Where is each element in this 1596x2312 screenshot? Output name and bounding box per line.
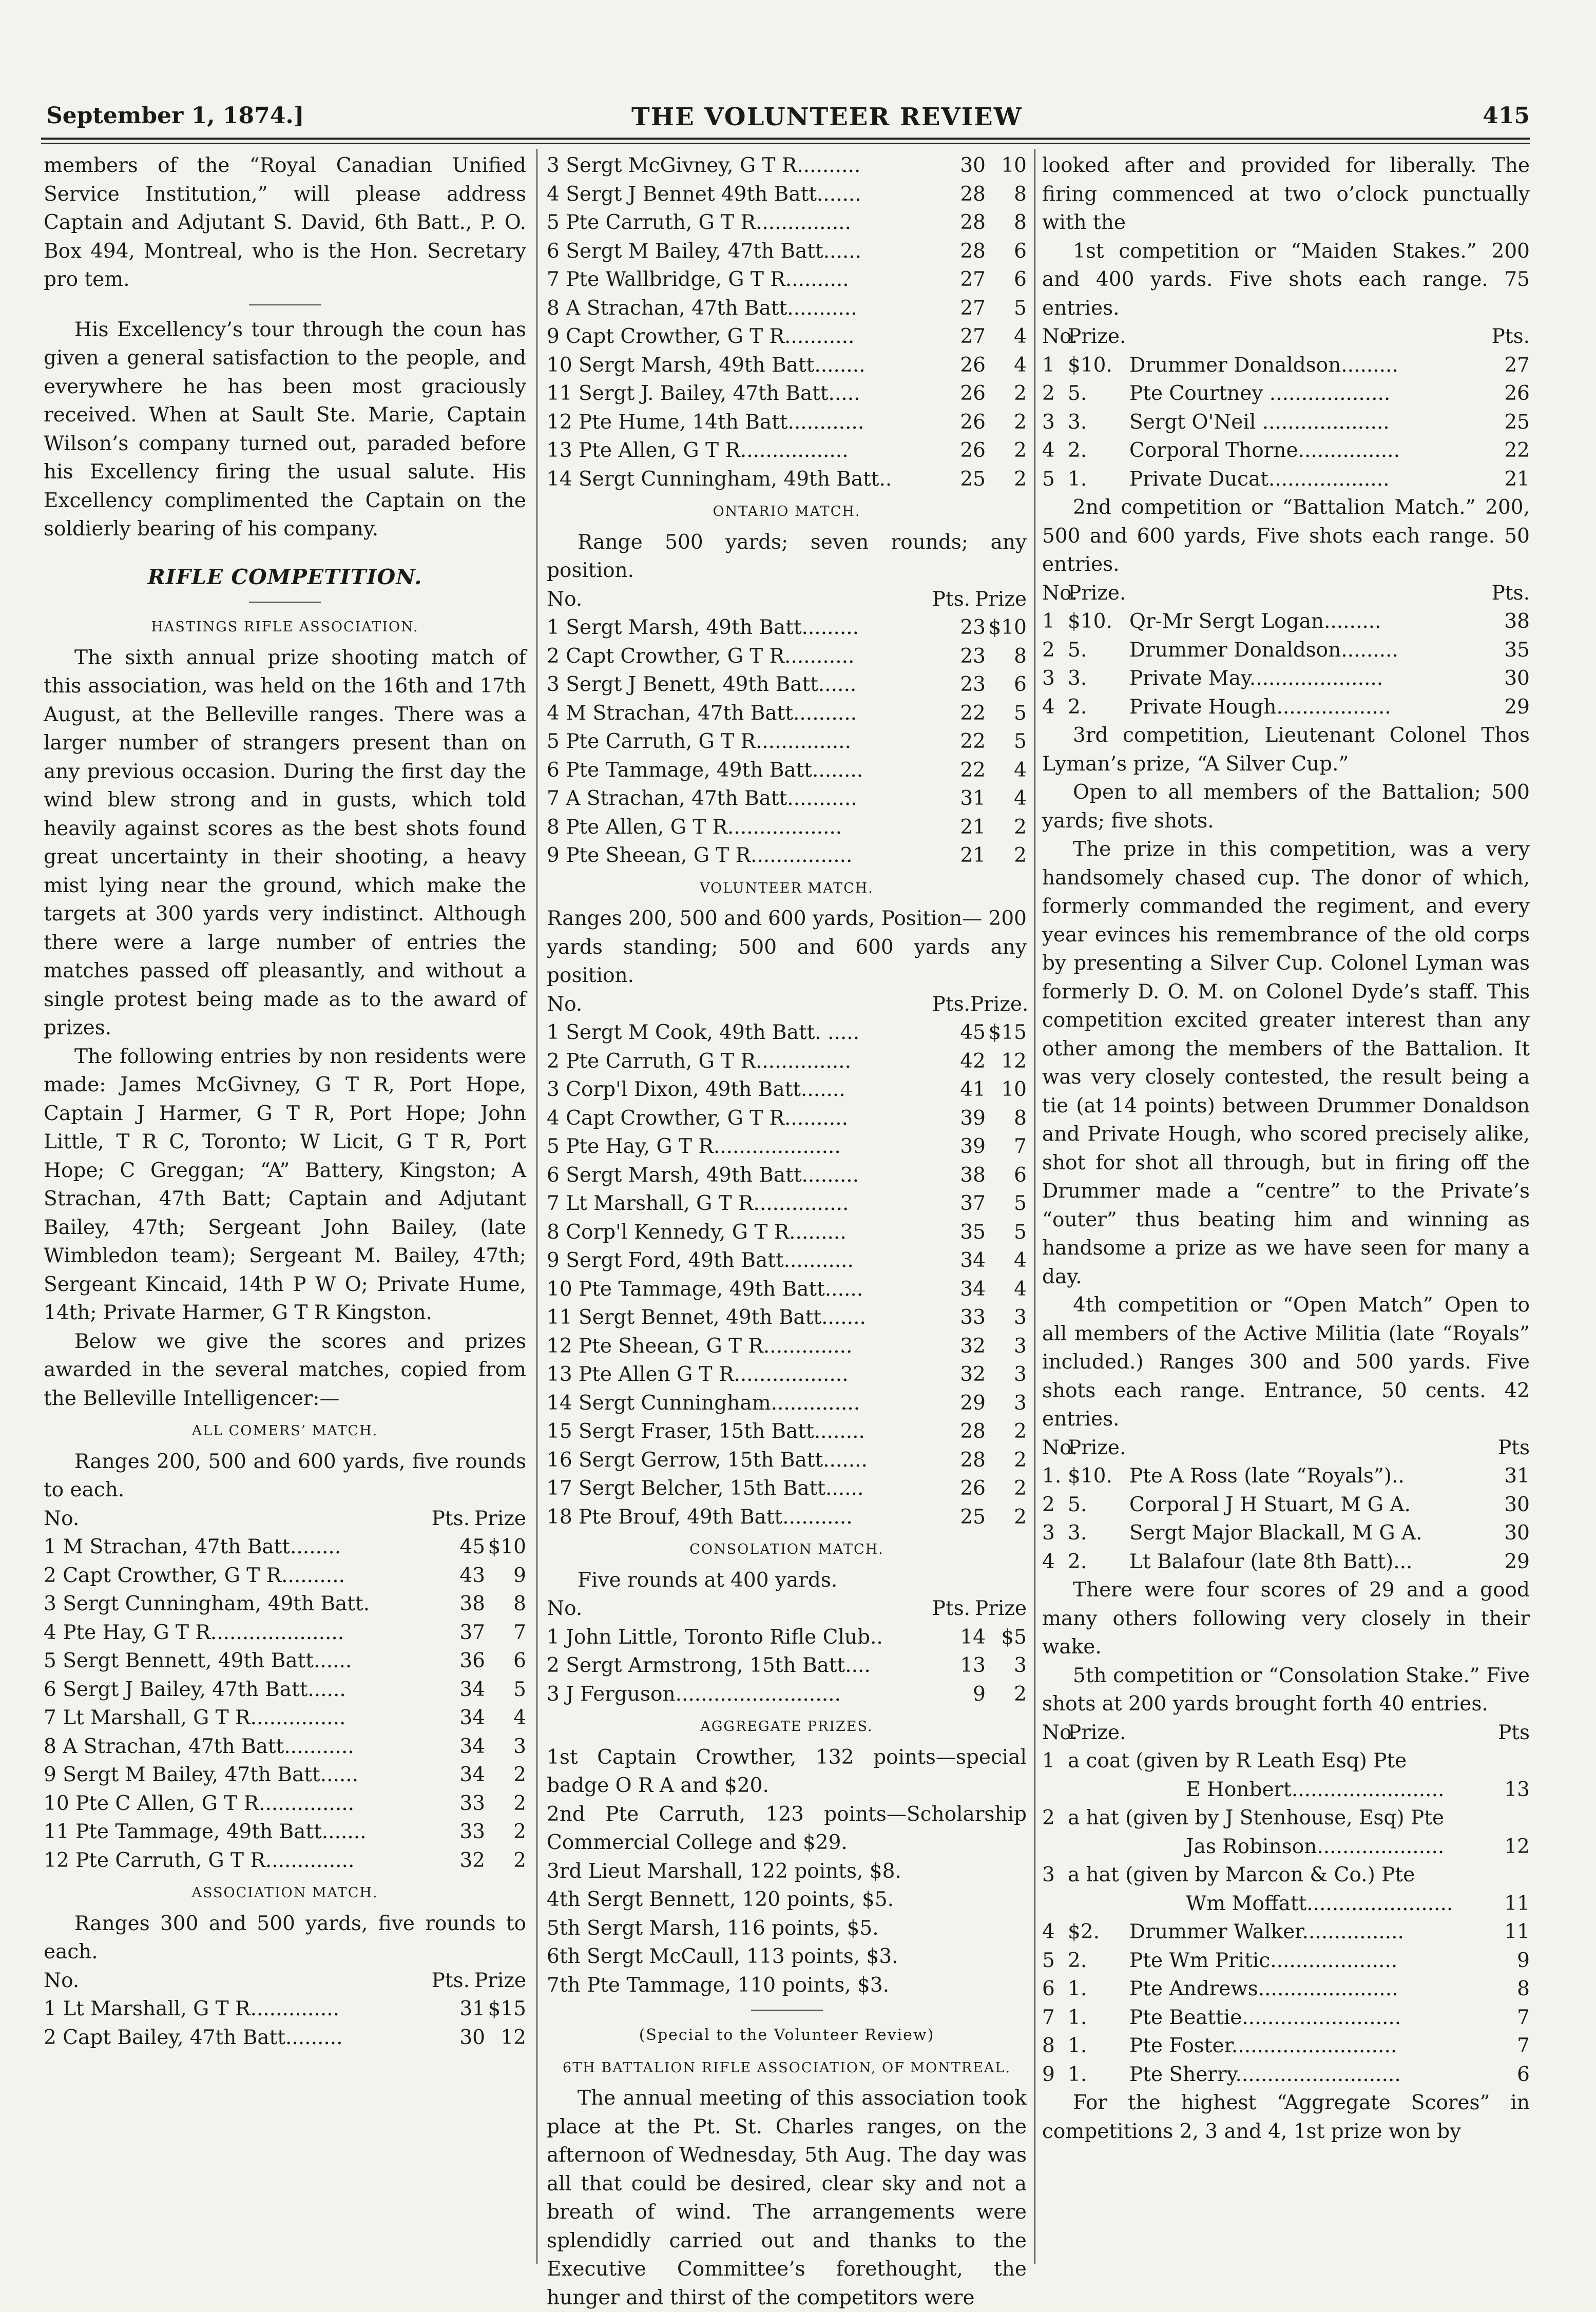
table-row: 5 Sergt Bennett, 49th Batt...... 36 6 <box>44 1649 526 1672</box>
table-row: 2 Pte Carruth, G T R............... 42 12 <box>547 1049 1027 1073</box>
table-row: 9 1. Pte Sherry.......................... 6 <box>1042 2063 1530 2086</box>
score-table <box>44 1533 526 1875</box>
separator <box>249 602 321 603</box>
article-paragraph: The prize in this competition, was a very handsomely chased cup. The donor of which, formerly commanded the regiment, and every year evinces his remembrance of the old corps by presenting a Silver Cup. Colonel Lyman was formerly D. O. M. on Colonel Dyde’s staff. This competition excited greater interest than any other among the members of the Battalion. It was very closely contested, the result being a tie (at 14 points) between Drummer Donaldson and Private Hough, who scored precisely alike, shot for shot all through, but in firing off the Drummer made a “centre” to the Private’s “outer” thus beating him and winning as handsome a prize as we have seen for many a day. <box>1042 838 1530 1288</box>
page-header <box>41 103 1530 139</box>
table-row: 10 Pte C Allen, G T R............... 33 2 <box>44 1791 526 1815</box>
separator <box>751 2010 823 2011</box>
aggregate-item: 5th Sergt Marsh, 116 points, $5. <box>547 1916 879 1940</box>
match-description: Ranges 200, 500 and 600 yards, five rounds to each. <box>44 1450 526 1501</box>
table-row: E Honbert........................ 13 <box>1186 1778 1530 1801</box>
table-row: 1 John Little, Toronto Rifle Club.. 14 $5 <box>547 1625 1027 1649</box>
column-divider <box>1034 149 1035 2264</box>
table-row: 4 2. Lt Balafour (late 8th Batt)... 29 <box>1042 1550 1530 1573</box>
table-row: 7 Lt Marshall, G T R............... 37 5 <box>547 1192 1027 1215</box>
article-paragraph: For the highest “Aggregate Scores” in competitions 2, 3 and 4, 1st prize won by <box>1042 2091 1530 2143</box>
special-note: (Special to the Volunteer Review) <box>639 2026 935 2044</box>
table-row: 12 Pte Hume, 14th Batt............ 26 2 <box>547 410 1027 434</box>
score-table <box>547 151 1027 493</box>
column-3 <box>1042 151 1530 2261</box>
competition-open: Open to all members of the Battalion; 500 yards; five shots. <box>1042 781 1530 833</box>
match-description: Range 500 yards; seven rounds; any position. <box>547 530 1027 582</box>
table-row: 12 Pte Sheean, G T R.............. 32 3 <box>547 1334 1027 1358</box>
table-row: 1 a coat (given by R Leath Esq) Pte <box>1042 1749 1407 1772</box>
table-row: 18 Pte Brouf, 49th Batt........... 25 2 <box>547 1505 1027 1529</box>
aggregate-item: 1st Captain Crowther, 132 points—special badge O R A and $20. <box>547 1745 1027 1797</box>
match-title: ASSOCIATION MATCH. <box>191 1885 378 1901</box>
table-row: 6 1. Pte Andrews...................... 8 <box>1042 1977 1530 2000</box>
table-row: 4 $2. Drummer Walker................ 11 <box>1042 1920 1530 1943</box>
table-header: No. Pts. Prize. <box>547 992 1029 1016</box>
header-date: September 1, 1874.] <box>46 103 304 129</box>
aggregate-item: 4th Sergt Bennett, 120 points, $5. <box>547 1888 894 1911</box>
competition-description: 4th competition or “Open Match” Open to all members of the Active Militia (late “Royals” included.) Ranges 300 and 500 yards. Five shots each range. Entrance, 50 cents. 42 entries. <box>1042 1294 1530 1431</box>
match-description: Five rounds at 400 yards. <box>578 1568 838 1592</box>
table-row: 16 Sergt Gerrow, 15th Batt....... 28 2 <box>547 1448 1027 1472</box>
article-paragraph: There were four scores of 29 and a good many others following very closely in their wake. <box>1042 1578 1530 1659</box>
match-description: Ranges 200, 500 and 600 yards, Position— 200 yards standing; 500 and 600 yards any position. <box>547 907 1027 987</box>
table-row: 11 Pte Tammage, 49th Batt....... 33 2 <box>44 1820 526 1843</box>
table-row: 1 $10. Qr-Mr Sergt Logan......... 38 <box>1042 610 1530 633</box>
match-title: VOLUNTEER MATCH. <box>700 880 874 896</box>
table-row: 5 Pte Carruth, G T R............... 22 5 <box>547 730 1027 753</box>
table-row: 3 Sergt McGivney, G T R.......... 30 10 <box>547 154 1027 177</box>
table-row: 11 Sergt Bennet, 49th Batt....... 33 3 <box>547 1306 1027 1329</box>
table-row: 7 1. Pte Beattie......................... 7 <box>1042 2006 1530 2029</box>
table-row: 1 M Strachan, 47th Batt........ 45 $10 <box>44 1535 526 1558</box>
association-heading: HASTINGS RIFLE ASSOCIATION. <box>151 619 419 635</box>
table-header: No. Prize. Pts <box>1042 1721 1530 1744</box>
header-rule <box>41 138 1530 140</box>
aggregate-item: 3rd Lieut Marshall, 122 points, $8. <box>547 1859 901 1883</box>
table-row: 13 Pte Allen G T R.................. 32 3 <box>547 1363 1027 1386</box>
table-row: 3 3. Sergt Major Blackall, M G A. 30 <box>1042 1521 1530 1545</box>
article-paragraph: The sixth annual prize shooting match of this association, was held on the 16th and 17th August, at the Belleville ranges. There was a larger number of strangers present than on any previous occasion. During the first day the wind blew strong and in gusts, which told heavily against scores as the best shots found great uncertainty in their shooting, a heavy mist lying near the ground, which make the targets at 300 yards very indistinct. Although there were a large number of entries the matches passed off pleasantly, and without a single protest being made as to the award of prizes. <box>44 646 526 1039</box>
table-row: 4 2. Private Hough.................. 29 <box>1042 695 1530 719</box>
table-row: 5 2. Pte Wm Pritic.................... 9 <box>1042 1949 1530 1972</box>
table-row: 3 Sergt J Benett, 49th Batt...... 23 6 <box>547 673 1027 696</box>
table-row: 7 Lt Marshall, G T R............... 34 4 <box>44 1706 526 1729</box>
competition-description: 2nd competition or “Battalion Match.” 200, 500 and 600 yards, Five shots each range. 50 entries. <box>1042 496 1530 576</box>
competition-description: 5th competition or “Consolation Stake.” Five shots at 200 yards brought forth 40 entries. <box>1042 1664 1530 1716</box>
table-row: 12 Pte Carruth, G T R.............. 32 2 <box>44 1848 526 1872</box>
table-header: No. Pts. Prize <box>44 1507 526 1530</box>
header-page-number: 415 <box>1483 103 1530 129</box>
table-row: 10 Pte Tammage, 49th Batt...... 34 4 <box>547 1277 1027 1301</box>
table-row: 1 Sergt M Cook, 49th Batt. ..... 45 $15 <box>547 1021 1027 1044</box>
table-row: 14 Sergt Cunningham, 49th Batt.. 25 2 <box>547 467 1027 491</box>
aggregate-item: 7th Pte Tammage, 110 points, $3. <box>547 1973 890 1997</box>
table-row: 4 Sergt J Bennet 49th Batt....... 28 8 <box>547 182 1027 206</box>
header-rule-thin <box>41 143 1530 144</box>
table-row: Jas Robinson.................... 12 <box>1186 1835 1530 1858</box>
table-row: 2 a hat (given by J Stenhouse, Esq) Pte <box>1042 1806 1445 1829</box>
table-row: 1. $10. Pte A Ross (late “Royals”).. 31 <box>1042 1465 1530 1488</box>
table-row: 11 Sergt J. Bailey, 47th Batt..... 26 2 <box>547 382 1027 405</box>
table-row: 13 Pte Allen, G T R................. 26 2 <box>547 439 1027 462</box>
table-row: 4 2. Corporal Thorne................ 22 <box>1042 439 1530 462</box>
aggregate-title: AGGREGATE PRIZES. <box>700 1719 873 1735</box>
table-row: 2 Sergt Armstrong, 15th Batt.... 13 3 <box>547 1654 1027 1677</box>
table-row: 6 Sergt M Bailey, 47th Batt...... 28 6 <box>547 239 1027 263</box>
table-row: 4 M Strachan, 47th Batt.......... 22 5 <box>547 701 1027 725</box>
table-row: 15 Sergt Fraser, 15th Batt........ 28 2 <box>547 1420 1027 1443</box>
table-row: 7 A Strachan, 47th Batt........... 31 4 <box>547 787 1027 810</box>
tour-paragraph: His Excellency’s tour through the coun has given a general satisfaction to the people, and everywhere he has been most graciously received. When at Sault Ste. Marie, Captain Wilson’s company turned out, paraded before his Excellency firing the usual salute. His Excellency complimented the Captain on the soldierly bearing of his company. <box>44 318 526 541</box>
table-row: 5 Pte Carruth, G T R............... 28 8 <box>547 211 1027 234</box>
intro-paragraph: members of the “Royal Canadian Unified Service Institution,” will please address Captain and Adjutant S. David, 6th Batt., P. O. Box 494, Montreal, who is the Hon. Secretary pro tem. <box>44 154 526 291</box>
table-row: 9 Sergt M Bailey, 47th Batt...... 34 2 <box>44 1763 526 1786</box>
table-row: 2 Capt Bailey, 47th Batt......... 30 12 <box>44 2026 526 2049</box>
match-title: CONSOLATION MATCH. <box>689 1542 884 1557</box>
sixth-battalion-heading: 6TH BATTALION RIFLE ASSOCIATION, OF MONTREAL. <box>563 2059 1011 2076</box>
competition-description: 3rd competition, Lieutenant Colonel Thos Lyman’s prize, “A Silver Cup.” <box>1042 724 1530 776</box>
table-row: 8 A Strachan, 47th Batt........... 34 3 <box>44 1735 526 1758</box>
score-table <box>547 1018 1027 1531</box>
table-header: No. Pts. Prize <box>547 587 1027 611</box>
table-header: No. Pts. Prize <box>44 1969 526 1992</box>
table-row: 8 Pte Allen, G T R.................. 21 2 <box>547 815 1027 839</box>
table-row: 2 Capt Crowther, G T R........... 23 8 <box>547 644 1027 668</box>
article-paragraph: looked after and provided for liberally. The firing commenced at two o’clock punctually with the <box>1042 154 1530 234</box>
table-row: 7 Pte Wallbridge, G T R.......... 27 6 <box>547 268 1027 291</box>
table-row: 6 Pte Tammage, 49th Batt........ 22 4 <box>547 758 1027 782</box>
table-row: 5 Pte Hay, G T R.................... 39 7 <box>547 1135 1027 1158</box>
table-row: 3 Corp'l Dixon, 49th Batt....... 41 10 <box>547 1078 1027 1101</box>
table-row: 9 Sergt Ford, 49th Batt........... 34 4 <box>547 1249 1027 1272</box>
table-row: 10 Sergt Marsh, 49th Batt........ 26 4 <box>547 353 1027 377</box>
table-row: 3 a hat (given by Marcon & Co.) Pte <box>1042 1863 1415 1886</box>
table-row: 3 3. Sergt O'Neil .................... 25 <box>1042 410 1530 434</box>
table-row: 3 3. Private May..................... 30 <box>1042 667 1530 690</box>
match-title: ALL COMERS’ MATCH. <box>191 1423 378 1439</box>
column-1 <box>44 151 526 2261</box>
article-paragraph: Below we give the scores and prizes awarded in the several matches, copied from the Belleville Intelligencer:— <box>44 1330 526 1410</box>
table-row: 17 Sergt Belcher, 15th Batt...... 26 2 <box>547 1477 1027 1500</box>
table-row: 5 1. Private Ducat................... 21 <box>1042 467 1530 491</box>
table-header: No. Pts. Prize <box>547 1597 1027 1620</box>
competition-description: 1st competition or “Maiden Stakes.” 200 and 400 yards. Five shots each range. 75 entries. <box>1042 239 1530 320</box>
aggregate-item: 2nd Pte Carruth, 123 points—Scholarship Commercial College and $29. <box>547 1802 1027 1854</box>
column-2 <box>547 151 1029 2309</box>
table-row: 4 Capt Crowther, G T R.......... 39 8 <box>547 1106 1027 1130</box>
aggregate-item: 6th Sergt McCaull, 113 points, $3. <box>547 1945 898 1968</box>
table-row: 8 Corp'l Kennedy, G T R......... 35 5 <box>547 1220 1027 1244</box>
table-row: Wm Moffatt....................... 11 <box>1186 1892 1530 1915</box>
table-row: 2 5. Pte Courtney ................... 26 <box>1042 382 1530 405</box>
table-row: 9 Pte Sheean, G T R................ 21 2 <box>547 844 1027 867</box>
table-header: No. Prize. Pts. <box>1042 581 1530 605</box>
table-row: 2 5. Corporal J H Stuart, M G A. 30 <box>1042 1493 1530 1516</box>
table-row: 8 A Strachan, 47th Batt........... 27 5 <box>547 296 1027 320</box>
table-row: 2 Capt Crowther, G T R.......... 43 9 <box>44 1564 526 1587</box>
table-row: 6 Sergt Marsh, 49th Batt......... 38 6 <box>547 1163 1027 1187</box>
article-paragraph: The following entries by non residents were made: James McGivney, G T R, Port Hope, Captain J Harmer, G T R, Port Hope; John Little, T R C, Toronto; W Licit, G T R, Port Hope; C Greggan; “A” Battery, Kingston; A Strachan, 47th Batt; Captain and Adjutant Bailey, 47th; Sergeant John Bailey, (late Wimbledon team); Sergeant M. Bailey, 47th; Sergeant Kincaid, 14th P W O; Private Hume, 14th; Private Harmer, G T R Kingston. <box>44 1045 526 1324</box>
column-divider <box>536 149 537 2264</box>
table-row: 1 Sergt Marsh, 49th Batt......... 23 $10 <box>547 616 1027 639</box>
table-row: 4 Pte Hay, G T R..................... 37 7 <box>44 1621 526 1644</box>
table-row: 1 Lt Marshall, G T R.............. 31 $15 <box>44 1997 526 2020</box>
table-row: 3 Sergt Cunningham, 49th Batt. 38 8 <box>44 1592 526 1615</box>
article-paragraph: The annual meeting of this association took place at the Pt. St. Charles ranges, on the afternoon of Wednesday, 5th Aug. The day was all that could be desired, clear sky and not a breath of wind. The arrangements were splendidly carried out and thanks to the Executive Committee’s forethought, the hunger and thirst of the competitors were <box>547 2087 1027 2309</box>
table-row: 6 Sergt J Bailey, 47th Batt...... 34 5 <box>44 1678 526 1701</box>
table-row: 8 1. Pte Foster.......................... 7 <box>1042 2034 1530 2057</box>
table-row: 1 $10. Drummer Donaldson......... 27 <box>1042 353 1530 377</box>
table-row: 9 Capt Crowther, G T R........... 27 4 <box>547 325 1027 348</box>
match-title: ONTARIO MATCH. <box>713 504 861 519</box>
section-heading: RIFLE COMPETITION. <box>147 564 422 589</box>
score-table <box>547 613 1027 870</box>
table-header: No. Prize. Pts <box>1042 1436 1530 1459</box>
separator <box>249 304 321 305</box>
table-row: 3 J Ferguson.......................... 9 2 <box>547 1682 1027 1706</box>
table-header: No. Prize. Pts. <box>1042 325 1530 348</box>
header-title: THE VOLUNTEER REVIEW <box>631 103 1023 131</box>
table-row: 14 Sergt Cunningham.............. 29 3 <box>547 1391 1027 1415</box>
table-row: 2 5. Drummer Donaldson......... 35 <box>1042 638 1530 662</box>
match-description: Ranges 300 and 500 yards, five rounds to each. <box>44 1912 526 1963</box>
